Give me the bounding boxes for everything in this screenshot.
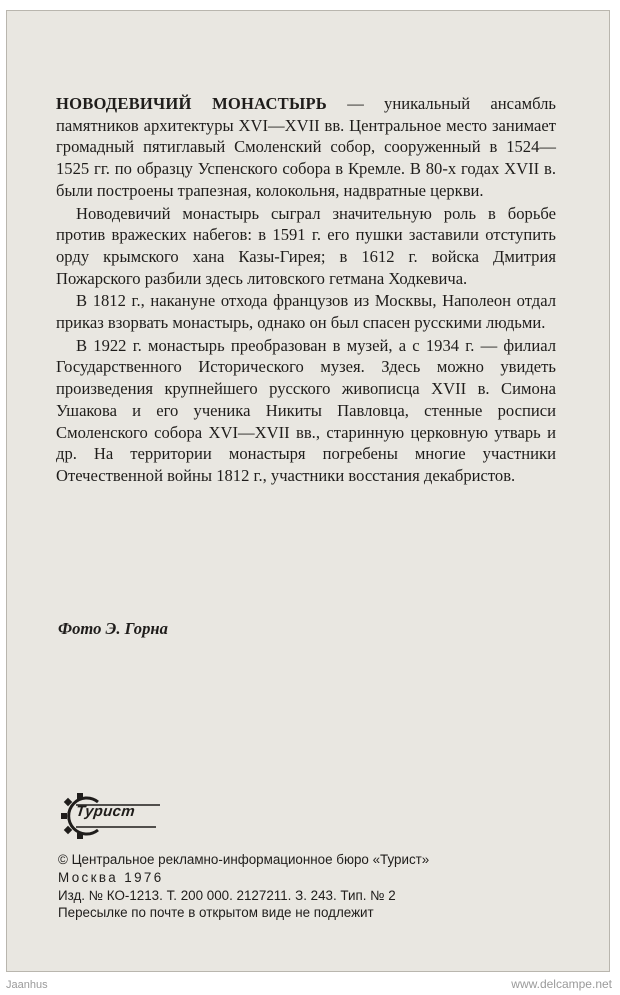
article-body	[56, 93, 556, 488]
paragraph-2: Новодевичий монастырь сыграл значительную роль в борьбе против вражеских набегов: в 1591 г. его пушки заставили отступить орду крымского хана Казы-Гирея; в 1612 г. войска Дмитрия Пожарского разбили здесь литовского гетмана Ходкевича.	[56, 203, 556, 288]
imprint-publisher: © Центральное рекламно-информационное бюро «Турист»	[58, 852, 430, 867]
tourist-logo-text: Турист	[75, 803, 136, 820]
imprint-block	[58, 851, 578, 922]
paragraph-1	[56, 93, 556, 202]
watermark-left: Jaanhus	[6, 979, 48, 991]
photo-credit: Фото Э. Горна	[58, 619, 168, 638]
paragraph-4: В 1922 г. монастырь преобразован в музей, а с 1934 г. — филиал Государственного Исторического музея. Здесь можно увидеть произведения крупнейшего русского живописца XVII в. Симона Ушакова и его ученика Никиты Павловца, стенные росписи Смоленского собора XVI—XVII вв., старинную церковную утварь и др. На территории монастыря погребены многие участники Отечественной войны 1812 г., участники восстания декабристов.	[56, 335, 556, 485]
imprint-city-year: Москва 1976	[58, 869, 164, 885]
article-heading: НОВОДЕВИЧИЙ МОНАСТЫРЬ	[56, 94, 327, 113]
imprint-mail-note: Пересылке по почте в открытом виде не подлежит	[58, 905, 374, 921]
watermark-right: www.delcampe.net	[511, 977, 612, 991]
imprint-edition: Изд. № КО-1213. Т. 200 000. 2127211. З. 243. Тип. № 2	[58, 887, 396, 903]
paragraph-3: В 1812 г., накануне отхода французов из Москвы, Наполеон отдал приказ взорвать монастырь, однако он был спасен русскими людьми.	[56, 291, 556, 333]
paragraph-1-text: — уникальный ансамбль памятников архитектуры XVI—XVII вв. Центральное место занимает громадный пятиглавый Смоленский собор, сооруженный в 1524—1525 гг. по образцу Успенского собора в Кремле. В 80-х годах XVII в. были построены трапезная, колокольня, надвратные церкви.	[56, 94, 556, 200]
